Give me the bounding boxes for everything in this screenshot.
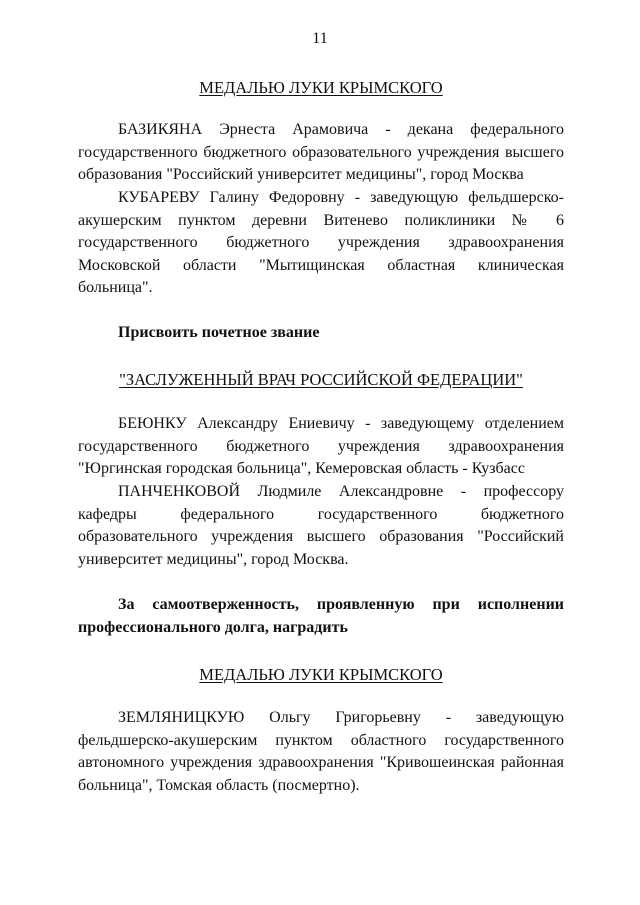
award-entry-bazikyan: БАЗИКЯНА Эрнеста Арамовича - декана федерального государственного бюджетного образовательного учреждения высшего образования "Российский университет медицины", город Москва <box>78 121 564 184</box>
section3-heading: МЕДАЛЬЮ ЛУКИ КРЫМСКОГО <box>199 665 443 684</box>
section1-heading: МЕДАЛЬЮ ЛУКИ КРЫМСКОГО <box>199 78 443 97</box>
award-entry-panchenkova: ПАНЧЕНКОВОЙ Людмиле Александровне - профессору кафедры федерального государственного бюджетного образовательного учреждения высшего образования "Российский университет медицины", город Москва. <box>78 483 564 568</box>
page-number: 11 <box>312 30 328 47</box>
section2-heading: "ЗАСЛУЖЕННЫЙ ВРАЧ РОССИЙСКОЙ ФЕДЕРАЦИИ" <box>119 370 523 389</box>
award-entry-beyunk: БЕЮНКУ Александру Ениевичу - заведующему отделением государственного бюджетного учреждения здравоохранения "Юргинская городская больница", Кемеровская область - Кузбасс <box>78 415 564 478</box>
section2-intro: Присвоить почетное звание <box>118 324 320 341</box>
section3-intro: За самоотверженность, проявленную при исполнении профессионального долга, наградить <box>78 596 564 636</box>
award-entry-kubareva: КУБАРЕВУ Галину Федоровну - заведующую фельдшерско-акушерским пунктом деревни Витенево поликлиники № 6 государственного бюджетного учреждения здравоохранения Московской области "Мытищинская областная клиническая больница". <box>78 189 564 297</box>
award-entry-zemlyanitskaya: ЗЕМЛЯНИЦКУЮ Ольгу Григорьевну - заведующую фельдшерско-акушерским пунктом областного государственного автономного учреждения здравоохранения "Кривошеинская районная больница", Томская область (посмертно). <box>78 709 564 794</box>
